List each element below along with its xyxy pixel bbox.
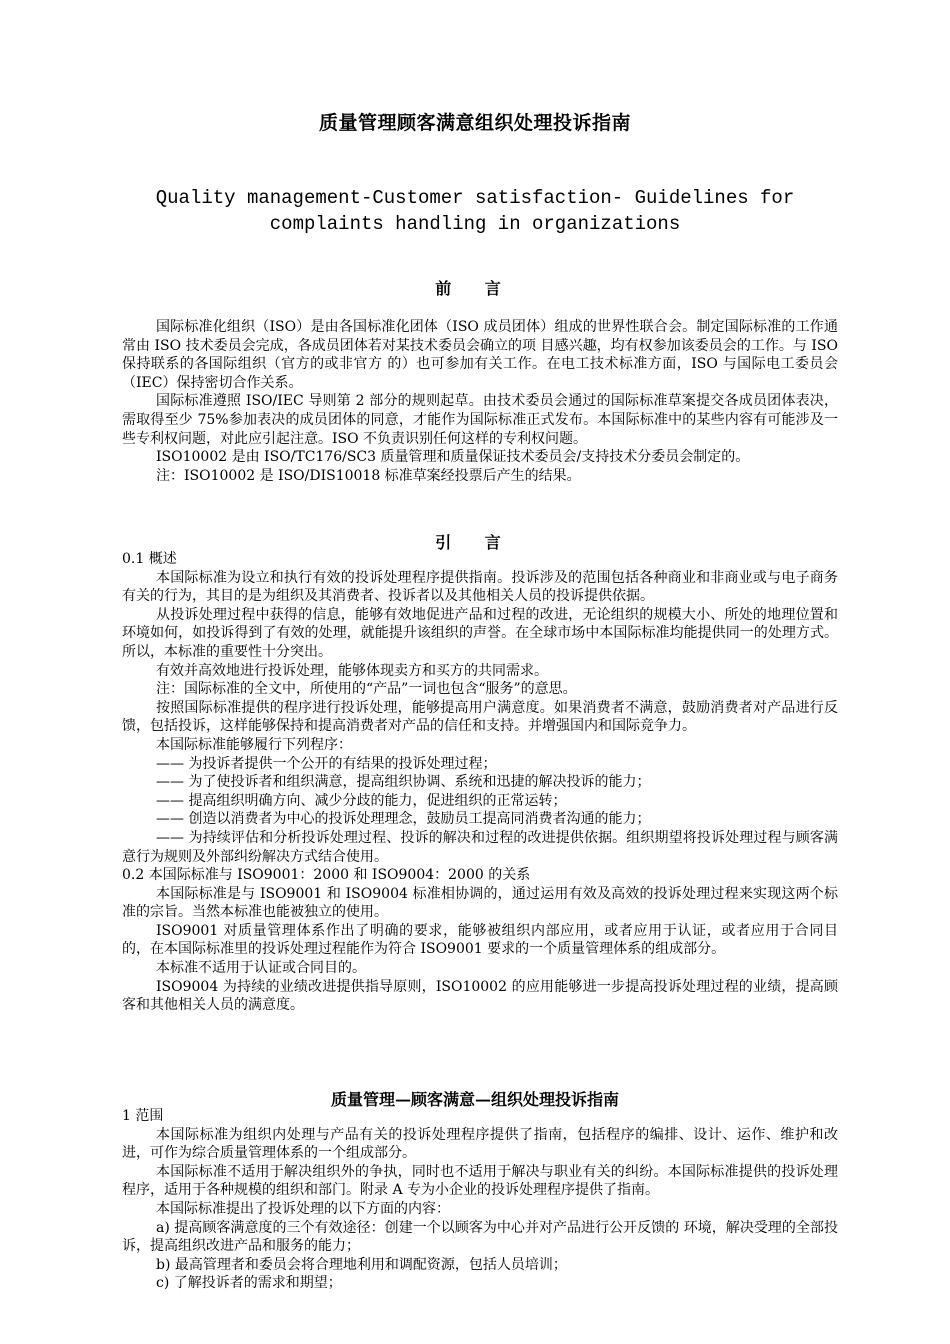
scope-paragraph: 本国际标准提出了投诉处理的以下方面的内容：: [156, 1200, 450, 1217]
intro-paragraph: 本标准不适用于认证或合同目的。: [156, 960, 366, 977]
intro-paragraph: 本国际标准是与 ISO9001 和 ISO9004 标准相协调的，通过运用有效及高效的投诉处理过程来实现这两个标准的宗旨。当然本标准也能被独立的使用。: [122, 885, 838, 921]
scope-paragraph: 本国际标准不适用于解决组织外的争执，同时也不适用于解决与职业有关的纠纷。本国际标准提供的投诉处理程序，适用于各种规模的组织和部门。附录 A 专为小企业的投诉处理程序提供了指南。: [122, 1163, 838, 1199]
list-item: —— 为了使投诉者和组织满意，提高组织协调、系统和迅捷的解决投诉的能力；: [156, 774, 651, 791]
intro-paragraph: 从投诉处理过程中获得的信息，能够有效地促进产品和过程的改进，无论组织的规模大小、所处的地理位置和环境如何，如投诉得到了有效的处理，就能提升该组织的声誉。在全球市场中本国际标准均能提供同一的处理方式。所以，本标准的重要性十分突出。: [122, 606, 838, 660]
scope-paragraph: 本国际标准为组织内处理与产品有关的投诉处理程序提供了指南，包括程序的编排、设计、运作、维护和改进，可作为综合质量管理体系的一个组成部分。: [122, 1126, 838, 1162]
title-en-line1: Quality management-Customer satisfaction- Guidelines for: [155, 187, 795, 209]
intro-paragraph: 按照国际标准提供的程序进行投诉处理，能够提高用户满意度。如果消费者不满意，鼓励消费者对产品进行反馈，包括投诉，这样能够保持和提高消费者对产品的信任和支持。并增强国内和国际竞争力。: [122, 699, 838, 735]
foreword-paragraph: 国际标准遵照 ISO/IEC 导则第 2 部分的规则起草。由技术委员会通过的国际标准草案提交各成员团体表决，需取得至少 75%参加表决的成员团体的同意，才能作为国际标准正式发布。本国际标准中的某些内容有可能涉及一些专利权问题，对此应引起注意。ISO 不负责识别任何这样的专利权问题。: [122, 393, 838, 447]
intro-paragraph: 本国际标准能够履行下列程序：: [156, 736, 352, 753]
introduction-heading: 引 言: [435, 533, 515, 552]
section-0-2-title: 0.2 本国际标准与 ISO9001：2000 和 ISO9004：2000 的关系: [122, 867, 531, 884]
foreword-paragraph: 注：ISO10002 是 ISO/DIS10018 标准草案经投票后产生的结果。: [156, 467, 581, 484]
foreword-heading: 前 言: [435, 279, 515, 298]
title-en-line2: complaints handling in organizations: [269, 213, 681, 235]
list-item: a) 提高顾客满意度的三个有效途径：创建一个以顾客为中心并对产品进行公开反馈的 环境，解决受理的全部投诉，提高组织改进产品和服务的能力；: [122, 1219, 838, 1255]
foreword-body: [122, 318, 838, 485]
main-body: [122, 1107, 838, 1293]
intro-paragraph: ISO9004 为持续的业绩改进提供指导原则，ISO10002 的应用能够进一步提高投诉处理过程的业绩，提高顾客和其他相关人员的满意度。: [122, 978, 838, 1014]
list-item: b) 最高管理者和委员会将合理地利用和调配资源，包括人员培训；: [156, 1256, 567, 1273]
section-0-1-title: 0.1 概述: [122, 551, 177, 567]
list-item: c) 了解投诉者的需求和期望；: [156, 1275, 342, 1292]
document-title-en: [0, 185, 950, 237]
intro-paragraph: ISO9001 对质量管理体系作出了明确的要求，能够被组织内部应用，或者应用于认证，或者应用于合同目的，在本国际标准里的投诉处理过程能作为符合 ISO9001 要求的一个质量管理体系的组成部分。: [122, 922, 838, 958]
list-item: —— 为投诉者提供一个公开的有结果的投诉处理过程；: [156, 755, 497, 772]
document-title-cn: 质量管理顾客满意组织处理投诉指南: [318, 112, 631, 134]
main-title: 质量管理—顾客满意—组织处理投诉指南: [330, 1090, 619, 1109]
intro-paragraph: 有效并高效地进行投诉处理，能够体现卖方和买方的共同需求。: [156, 662, 548, 679]
introduction-body: [122, 550, 838, 1015]
intro-note: 注：国际标准的全文中，所使用的“产品”一词也包含“服务”的意思。: [156, 681, 577, 698]
section-1-title: 1 范围: [122, 1108, 164, 1124]
list-item: —— 提高组织明确方向、减少分歧的能力，促进组织的正常运转；: [156, 792, 567, 809]
list-item: —— 创造以消费者为中心的投诉处理理念，鼓励员工提高同消费者沟通的能力；: [156, 811, 651, 828]
foreword-paragraph: 国际标准化组织（ISO）是由各国标准化团体（ISO 成员团体）组成的世界性联合会。制定国际标准的工作通常由 ISO 技术委员会完成，各成员团体若对某技术委员会确立的项 目感兴趣，均有权参加该委员会的工作。与 ISO 保持联系的各国际组织（官方的或非官方 的）也可参加有关工作。在电工技术标准方面，ISO 与国际电工委员会（IEC）保持密切合作关系。: [122, 319, 838, 391]
list-item: —— 为持续评估和分析投诉处理过程、投诉的解决和过程的改进提供依据。组织期望将投诉处理过程与顾客满意行为规则及外部纠纷解决方式结合使用。: [122, 829, 838, 865]
intro-paragraph: 本国际标准为设立和执行有效的投诉处理程序提供指南。投诉涉及的范围包括各种商业和非商业或与电子商务有关的行为，其目的是为组织及其消费者、投诉者以及其他相关人员的投诉提供依据。: [122, 569, 838, 605]
foreword-paragraph: ISO10002 是由 ISO/TC176/SC3 质量管理和质量保证技术委员会/支持技术分委员会制定的。: [156, 449, 750, 466]
